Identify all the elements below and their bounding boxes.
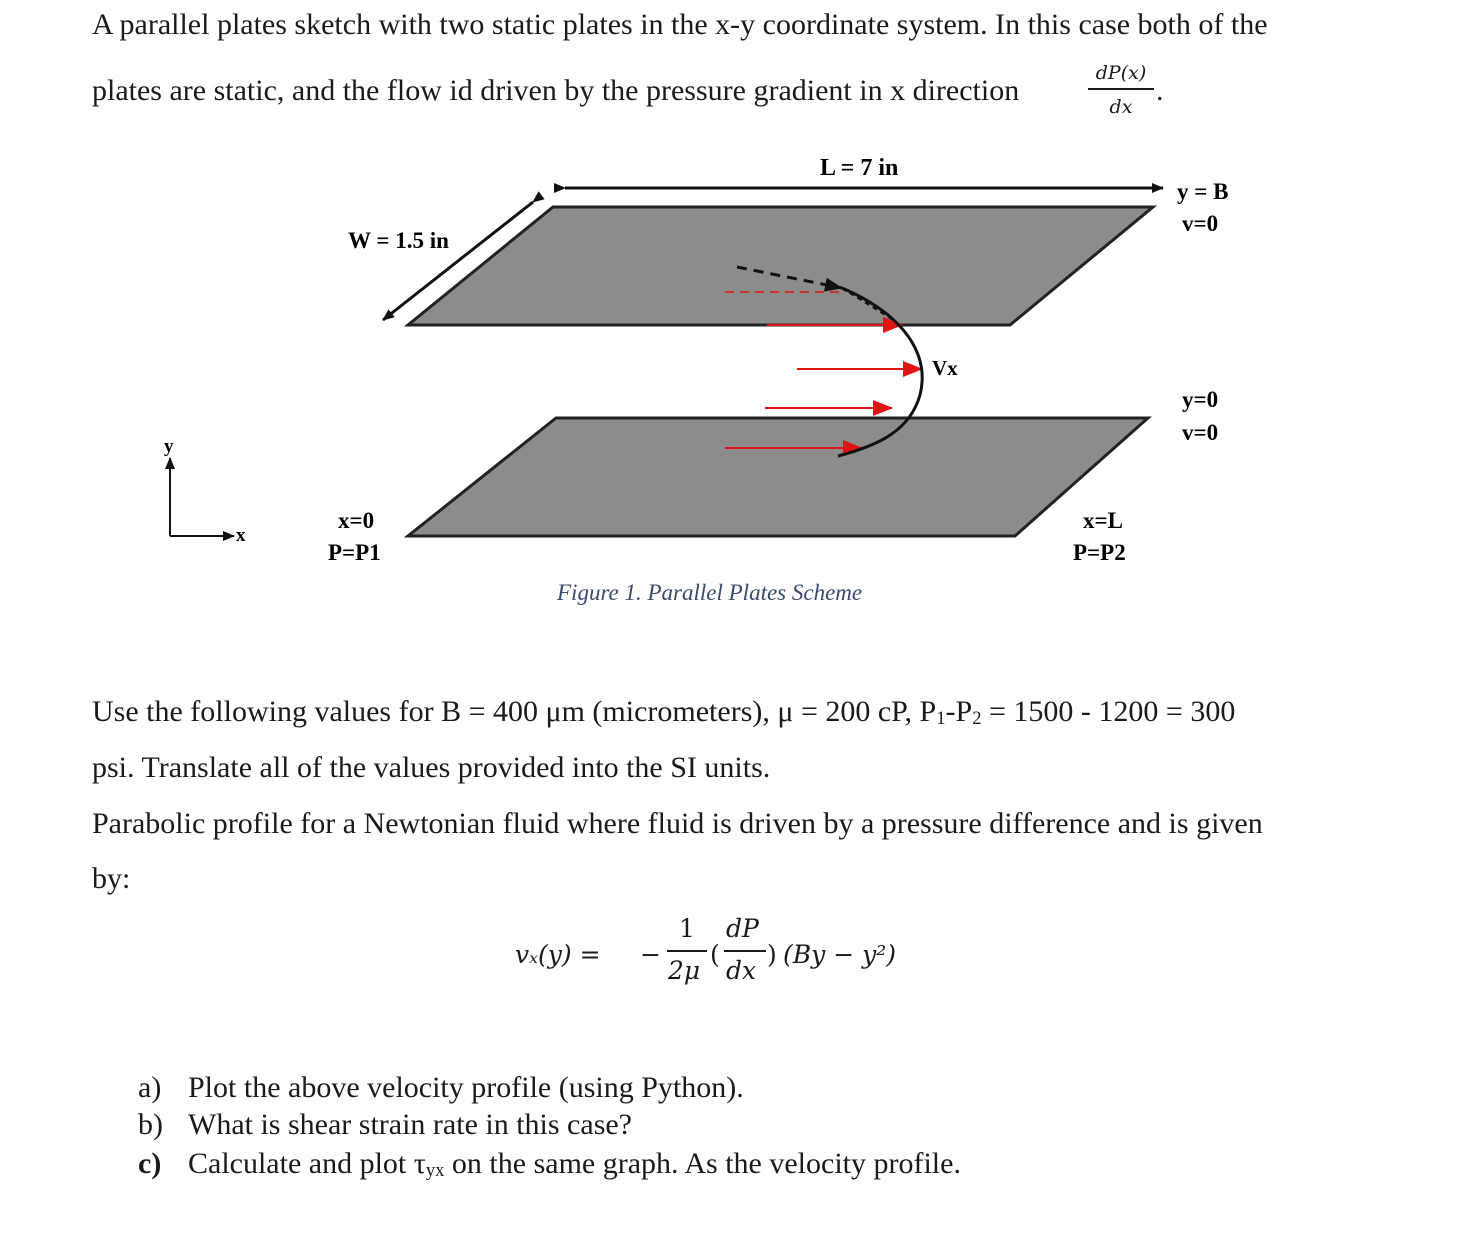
intro-line-2 — [92, 76, 1019, 106]
tau-symbol: τ — [413, 1147, 426, 1180]
axis-y-label: y — [164, 436, 174, 457]
equation-frac1-numerator: 1 — [679, 914, 695, 943]
values-line-1 — [92, 697, 1235, 728]
pressure-gradient-denominator: dx — [1109, 96, 1133, 118]
question-c-label: c) — [138, 1147, 162, 1180]
top-plate — [408, 207, 1153, 325]
equation-lhs: vₓ(y) = — [515, 940, 601, 969]
pressure-gradient-fraction-bar — [1088, 88, 1154, 90]
intro-period: . — [1156, 74, 1164, 107]
bottom-plate-v-label: v=0 — [1182, 420, 1219, 445]
question-b-text: What is shear strain rate in this case? — [188, 1108, 632, 1141]
question-b — [138, 1108, 632, 1142]
equation-frac2-denominator: dx — [726, 956, 757, 985]
values-mid: -P — [945, 695, 973, 728]
width-label: W = 1.5 in — [348, 228, 449, 253]
outlet-x-label: x=L — [1083, 508, 1123, 533]
bottom-plate-y-label: y=0 — [1182, 387, 1219, 412]
question-a-label: a) — [138, 1071, 162, 1104]
values-tail: = 1500 - 1200 = 300 — [981, 695, 1236, 728]
equation-paren-close: ) — [767, 940, 777, 969]
equation-frac2-bar — [724, 950, 766, 952]
question-c-text-after: on the same graph. As the velocity profile. — [444, 1147, 961, 1180]
equation-paren-open: ( — [710, 940, 720, 969]
profile-text-line-1: Parabolic profile for a Newtonian fluid where fluid is driven by a pressure difference and is given — [92, 807, 1263, 840]
question-a — [138, 1071, 744, 1105]
outlet-p-label: P=P2 — [1073, 540, 1126, 565]
equation-rhs: (By − y²) — [783, 940, 896, 969]
p1-subscript: 1 — [936, 707, 946, 729]
equation-frac1-denominator: 2μ — [668, 956, 701, 985]
figure-caption: Figure 1. Parallel Plates Scheme — [557, 580, 863, 605]
question-c-text-before: Calculate and plot — [188, 1147, 414, 1180]
question-b-label: b) — [138, 1108, 163, 1141]
equation-frac1-bar — [667, 950, 707, 952]
intro-line-2-text: plates are static, and the flow id driven by the pressure gradient in x direction — [92, 74, 1020, 107]
profile-label: Vx — [932, 356, 958, 380]
length-label: L = 7 in — [820, 155, 899, 181]
parallel-plates-figure — [0, 140, 1462, 580]
top-plate-v-label: v=0 — [1182, 211, 1219, 236]
equation-frac2-numerator: dP — [726, 914, 759, 943]
top-plate-y-label: y = B — [1177, 179, 1229, 204]
inlet-p-label: P=P1 — [328, 540, 381, 565]
profile-text-line-2: by: — [92, 862, 131, 895]
values-line-2: psi. Translate all of the values provided into the SI units. — [92, 751, 771, 784]
tau-subscript: yx — [425, 1159, 445, 1181]
axis-x-label: x — [236, 525, 246, 546]
question-a-text: Plot the above velocity profile (using Python). — [188, 1071, 744, 1104]
pressure-gradient-numerator: dP(x) — [1095, 62, 1147, 84]
inlet-x-label: x=0 — [338, 508, 375, 533]
bottom-plate — [408, 418, 1148, 536]
values-text-1: Use the following values for B = 400 μm (micrometers), μ = 200 cP, P — [92, 695, 937, 728]
p2-subscript: 2 — [972, 707, 982, 729]
intro-line-1: A parallel plates sketch with two static plates in the x-y coordinate system. In this case both of the — [92, 8, 1268, 41]
equation-minus: − — [640, 940, 661, 969]
question-c — [138, 1147, 961, 1182]
